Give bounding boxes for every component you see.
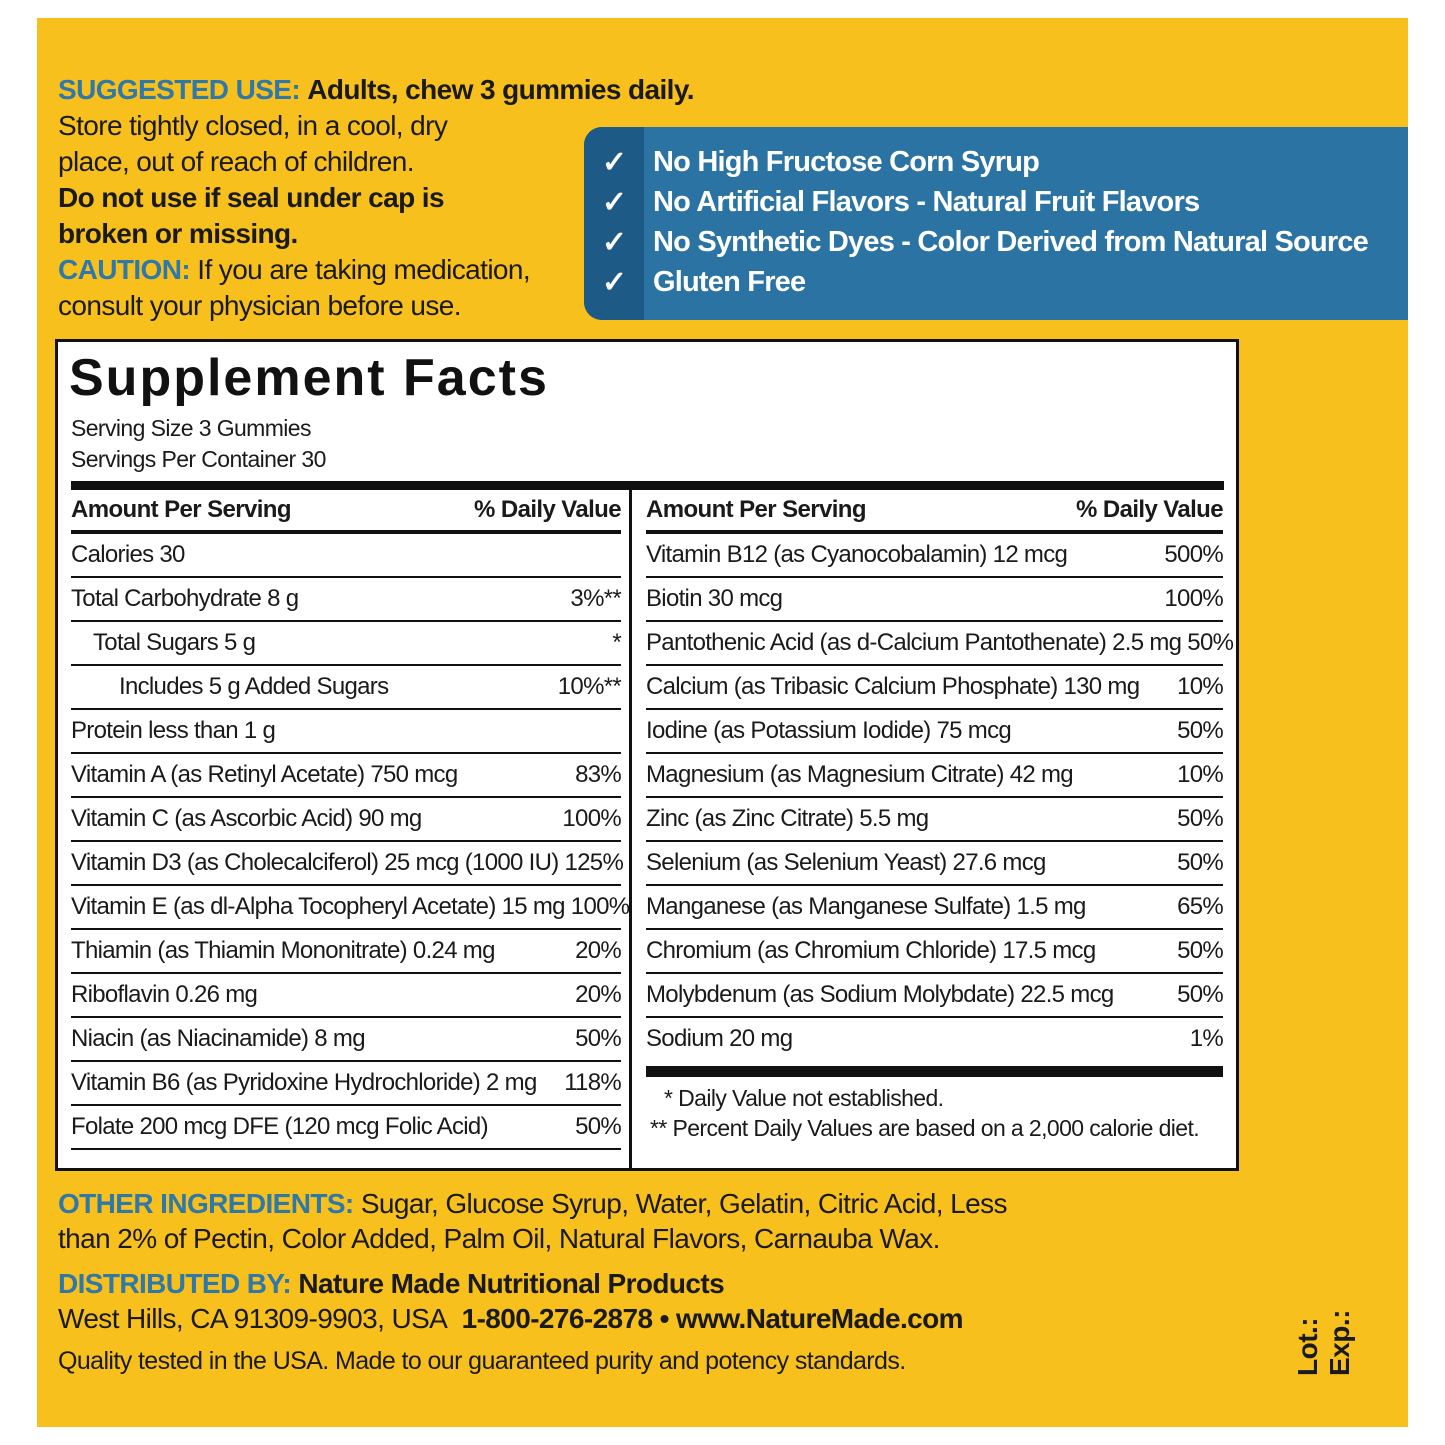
- nutrient-row: [646, 754, 1223, 798]
- claim-text: No Artificial Flavors - Natural Fruit Flavors: [653, 185, 1200, 218]
- nutrient-dv: 50%: [1187, 629, 1234, 656]
- nutrient-name: Vitamin E (as dl-Alpha Tocopheryl Acetate) 15 mg: [71, 893, 565, 920]
- distributed-by-label: DISTRIBUTED BY:: [58, 1268, 292, 1299]
- nutrient-row: [646, 930, 1223, 974]
- claim-text: Gluten Free: [653, 265, 806, 298]
- suggested-use-text: Adults, chew 3 gummies daily.: [307, 74, 694, 105]
- nutrient-dv: 3%**: [570, 585, 621, 612]
- nutrient-dv: 20%: [575, 937, 621, 964]
- nutrient-row: [646, 886, 1223, 930]
- dv-header: % Daily Value: [1076, 496, 1223, 523]
- nutrient-dv: 10%: [1177, 673, 1223, 700]
- nutrient-name: Manganese (as Manganese Sulfate) 1.5 mg: [646, 893, 1086, 920]
- check-icon: ✓: [601, 265, 627, 299]
- nutrient-name: Vitamin D3 (as Cholecalciferol) 25 mcg (1000 IU): [71, 849, 559, 876]
- nutrient-name: Magnesium (as Magnesium Citrate) 42 mg: [646, 761, 1073, 788]
- nutrient-name: Sodium 20 mg: [646, 1025, 793, 1052]
- column-divider: [629, 490, 632, 1168]
- nutrient-dv: 125%: [564, 849, 624, 876]
- nutrient-dv: 100%: [1164, 585, 1223, 612]
- nutrient-row: [71, 842, 624, 886]
- nutrient-dv: 10%**: [557, 673, 621, 700]
- check-icon: ✓: [601, 145, 627, 179]
- nutrient-dv: 50%: [1177, 717, 1223, 744]
- nutrient-name: Molybdenum (as Sodium Molybdate) 22.5 mcg: [646, 981, 1114, 1008]
- nutrient-name: Vitamin A (as Retinyl Acetate) 750 mcg: [71, 761, 458, 788]
- nutrient-row: [71, 666, 621, 710]
- nutrient-dv: 50%: [1177, 849, 1223, 876]
- claim-item: [584, 222, 1368, 262]
- facts-header: [71, 490, 621, 534]
- nutrient-row: [71, 1062, 621, 1106]
- other-ingredients-label: OTHER INGREDIENTS:: [58, 1188, 354, 1219]
- nutrient-row: [646, 842, 1223, 886]
- claim-item: [584, 262, 805, 302]
- check-icon: ✓: [601, 225, 627, 259]
- nutrient-dv: 50%: [575, 1113, 621, 1140]
- caution-label: CAUTION:: [58, 254, 191, 285]
- nutrient-dv: 10%: [1177, 761, 1223, 788]
- nutrient-dv: 50%: [575, 1025, 621, 1052]
- nutrient-dv: 100%: [562, 805, 621, 832]
- seal-warning-line-2: broken or missing.: [58, 218, 298, 249]
- seal-warning-line-1: Do not use if seal under cap is: [58, 182, 444, 213]
- caution: [58, 252, 618, 288]
- other-ingredients-text-2: than 2% of Pectin, Color Added, Palm Oil, Natural Flavors, Carnauba Wax.: [58, 1223, 940, 1254]
- nutrient-name: Vitamin B6 (as Pyridoxine Hydrochloride) 2 mg: [71, 1069, 537, 1096]
- thick-end-rule: [646, 1066, 1223, 1077]
- nutrient-name: Vitamin C (as Ascorbic Acid) 90 mg: [71, 805, 422, 832]
- nutrient-dv: 100%: [570, 893, 630, 920]
- footnotes: [646, 1083, 1223, 1143]
- claims-banner: [584, 127, 1408, 320]
- nutrient-name: Iodine (as Potassium Iodide) 75 mcg: [646, 717, 1012, 744]
- amount-header: Amount Per Serving: [646, 496, 866, 523]
- nutrient-row: [646, 798, 1223, 842]
- nutrient-name: Total Sugars 5 g: [93, 629, 256, 656]
- dv-header: % Daily Value: [474, 496, 621, 523]
- serving-size: Serving Size 3 Gummies: [71, 415, 311, 441]
- nutrient-dv: 118%: [564, 1069, 621, 1096]
- nutrient-name: Includes 5 g Added Sugars: [119, 673, 389, 700]
- caution-text-2: consult your physician before use.: [58, 290, 461, 321]
- quality-statement: Quality tested in the USA. Made to our guaranteed purity and potency standards.: [58, 1347, 906, 1375]
- nutrient-name: Chromium (as Chromium Chloride) 17.5 mcg: [646, 937, 1096, 964]
- address-line: [58, 1301, 963, 1336]
- claim-text: No High Fructose Corn Syrup: [653, 145, 1040, 178]
- nutrient-row: [646, 578, 1223, 622]
- nutrient-row: [71, 1106, 621, 1150]
- nutrient-row: [71, 534, 621, 578]
- nutrient-dv: 50%: [1177, 981, 1223, 1008]
- nutrient-dv: 83%: [575, 761, 621, 788]
- other-ingredients-text-1: Sugar, Glucose Syrup, Water, Gelatin, Citric Acid, Less: [360, 1188, 1007, 1219]
- nutrient-row: [71, 974, 621, 1018]
- claim-item: [584, 142, 1039, 182]
- nutrient-name: Selenium (as Selenium Yeast) 27.6 mcg: [646, 849, 1046, 876]
- claim-text: No Synthetic Dyes - Color Derived from Natural Source: [653, 225, 1368, 258]
- thick-rule: [71, 481, 1224, 490]
- caution-text-1: If you are taking medication,: [197, 254, 531, 285]
- nutrient-row: [71, 622, 621, 666]
- nutrient-dv: 50%: [1177, 937, 1223, 964]
- nutrient-name: Total Carbohydrate 8 g: [71, 585, 299, 612]
- servings-per-container: Servings Per Container 30: [71, 446, 326, 472]
- nutrient-row: [71, 1018, 621, 1062]
- suggested-use: [58, 72, 694, 108]
- check-icon: ✓: [601, 185, 627, 219]
- nutrient-name: Vitamin B12 (as Cyanocobalamin) 12 mcg: [646, 541, 1068, 568]
- nutrient-name: Protein less than 1 g: [71, 717, 276, 744]
- nutrient-row: [646, 974, 1223, 1018]
- nutrient-name: Folate 200 mcg DFE (120 mcg Folic Acid): [71, 1113, 488, 1140]
- exp-label: Exp.:: [1324, 1310, 1355, 1376]
- other-ingredients-line-1: [58, 1186, 1007, 1221]
- phone-and-website: 1-800-276-2878 • www.NatureMade.com: [461, 1303, 963, 1334]
- distributor-company: Nature Made Nutritional Products: [298, 1268, 725, 1299]
- nutrient-row: [646, 534, 1223, 578]
- nutrient-row: [71, 754, 621, 798]
- lot-exp-area: [1290, 1310, 1370, 1378]
- suggested-use-label: SUGGESTED USE:: [58, 74, 301, 105]
- nutrient-row: [71, 798, 621, 842]
- facts-header: [646, 490, 1223, 534]
- nutrient-name: Niacin (as Niacinamide) 8 mg: [71, 1025, 365, 1052]
- footnote-percent: ** Percent Daily Values are based on a 2,000 calorie diet.: [650, 1115, 1200, 1141]
- claim-item: [584, 182, 1199, 222]
- nutrient-name: Thiamin (as Thiamin Mononitrate) 0.24 mg: [71, 937, 495, 964]
- nutrient-row: [71, 710, 621, 754]
- amount-header: Amount Per Serving: [71, 496, 291, 523]
- nutrient-row: [646, 622, 1234, 666]
- address: West Hills, CA 91309-9903, USA: [58, 1303, 448, 1334]
- nutrient-row: [71, 930, 621, 974]
- nutrient-row: [71, 578, 621, 622]
- nutrient-row: [646, 710, 1223, 754]
- supplement-facts-panel: [55, 339, 1239, 1171]
- facts-left-column: [71, 490, 630, 1150]
- facts-title: Supplement Facts: [69, 349, 549, 407]
- distributor: [58, 1266, 963, 1336]
- footnote-daily-value: * Daily Value not established.: [664, 1085, 944, 1111]
- nutrient-dv: 1%: [1189, 1025, 1223, 1052]
- nutrient-dv: 65%: [1177, 893, 1223, 920]
- facts-right-column: [646, 490, 1234, 1143]
- storage-line-1: Store tightly closed, in a cool, dry: [58, 110, 448, 141]
- nutrient-name: Calories 30: [71, 541, 185, 568]
- lot-label: Lot.:: [1292, 1317, 1323, 1376]
- nutrient-dv: *: [612, 629, 621, 656]
- nutrient-dv: 50%: [1177, 805, 1223, 832]
- nutrient-row: [646, 666, 1223, 710]
- nutrient-name: Riboflavin 0.26 mg: [71, 981, 258, 1008]
- nutrient-name: Calcium (as Tribasic Calcium Phosphate) 130 mg: [646, 673, 1140, 700]
- storage-line-2: place, out of reach of children.: [58, 146, 414, 177]
- nutrient-dv: 20%: [575, 981, 621, 1008]
- nutrient-name: Biotin 30 mcg: [646, 585, 783, 612]
- nutrient-name: Zinc (as Zinc Citrate) 5.5 mg: [646, 805, 929, 832]
- nutrient-dv: 500%: [1164, 541, 1223, 568]
- nutrient-row: [71, 886, 630, 930]
- other-ingredients: [58, 1186, 1007, 1256]
- distributor-line: [58, 1266, 963, 1301]
- nutrient-name: Pantothenic Acid (as d-Calcium Pantothenate) 2.5 mg: [646, 629, 1182, 656]
- nutrient-row: [646, 1018, 1223, 1060]
- directions-block: [58, 72, 694, 324]
